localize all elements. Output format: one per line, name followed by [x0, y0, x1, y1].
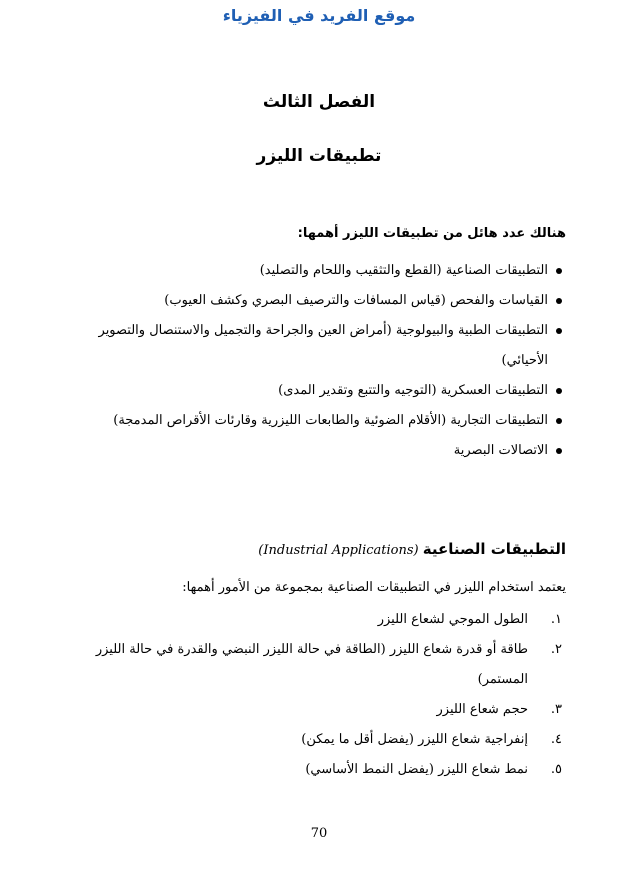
chapter-title: تطبيقات الليزر: [256, 146, 382, 166]
list-item: [92, 256, 562, 286]
list-item-text: القياسات والفحص (قياس المسافات والترصيف البصري وكشف العيوب): [164, 293, 548, 308]
list-item: [72, 725, 562, 755]
list-item-text: إنفراجية شعاع الليزر (يفضل أقل ما يمكن): [301, 732, 528, 747]
list-item: [92, 376, 562, 406]
list-item: [92, 436, 562, 466]
list-item: [72, 755, 562, 785]
bullet-icon: [556, 448, 562, 454]
bullet-icon: [556, 328, 562, 334]
bullet-icon: [556, 268, 562, 274]
list-item-text: التطبيقات الصناعية (القطع والتثقيب واللحام والتصليد): [259, 263, 548, 278]
bullet-icon: [556, 388, 562, 394]
list-item-text: الطول الموجي لشعاع الليزر: [377, 612, 528, 627]
chapter-label: الفصل الثالث: [262, 92, 376, 112]
list-item-text: نمط شعاع الليزر (يفضل النمط الأساسي): [305, 762, 528, 777]
section-intro: يعتمد استخدام الليزر في التطبيقات الصناعية بمجموعة من الأمور أهمها:: [182, 580, 566, 595]
section-heading-english: (Industrial Applications): [258, 543, 419, 558]
page-number: 70: [310, 826, 328, 841]
list-item: [72, 695, 562, 725]
bullet-icon: [556, 418, 562, 424]
list-item-text: طاقة أو قدرة شعاع الليزر (الطاقة في حالة الليزر النبضي والقدرة في حالة الليزر المستمر): [95, 642, 528, 687]
section-heading: [66, 540, 566, 558]
list-item: [92, 406, 562, 436]
item-number: ٣.: [550, 702, 562, 717]
list-item-text: الاتصالات البصرية: [453, 443, 548, 458]
item-number: ١.: [550, 612, 562, 627]
applications-intro: هنالك عدد هائل من تطبيقات الليزر أهمها:: [297, 226, 566, 241]
item-number: ٤.: [550, 732, 562, 747]
list-item-text: التطبيقات العسكرية (التوجيه والتتبع وتقدير المدى): [278, 383, 548, 398]
list-item: [92, 286, 562, 316]
list-item: [72, 605, 562, 635]
site-header: موقع الفريد في الفيزياء: [222, 6, 416, 25]
item-number: ٥.: [550, 762, 562, 777]
section-heading-arabic: التطبيقات الصناعية: [422, 540, 566, 558]
list-item: [72, 635, 562, 695]
list-item-text: حجم شعاع الليزر: [436, 702, 528, 717]
applications-list: [92, 256, 562, 466]
factors-list: [72, 605, 562, 785]
list-item-text: التطبيقات التجارية (الأقلام الضوئية والطابعات الليزرية وقارئات الأقراص المدمجة): [113, 413, 548, 428]
list-item-text: التطبيقات الطبية والبيولوجية (أمراض العين والجراحة والتجميل والاستنصال والتصوير الأحيائي): [98, 323, 548, 368]
list-item: [92, 316, 562, 376]
bullet-icon: [556, 298, 562, 304]
item-number: ٢.: [550, 642, 562, 657]
